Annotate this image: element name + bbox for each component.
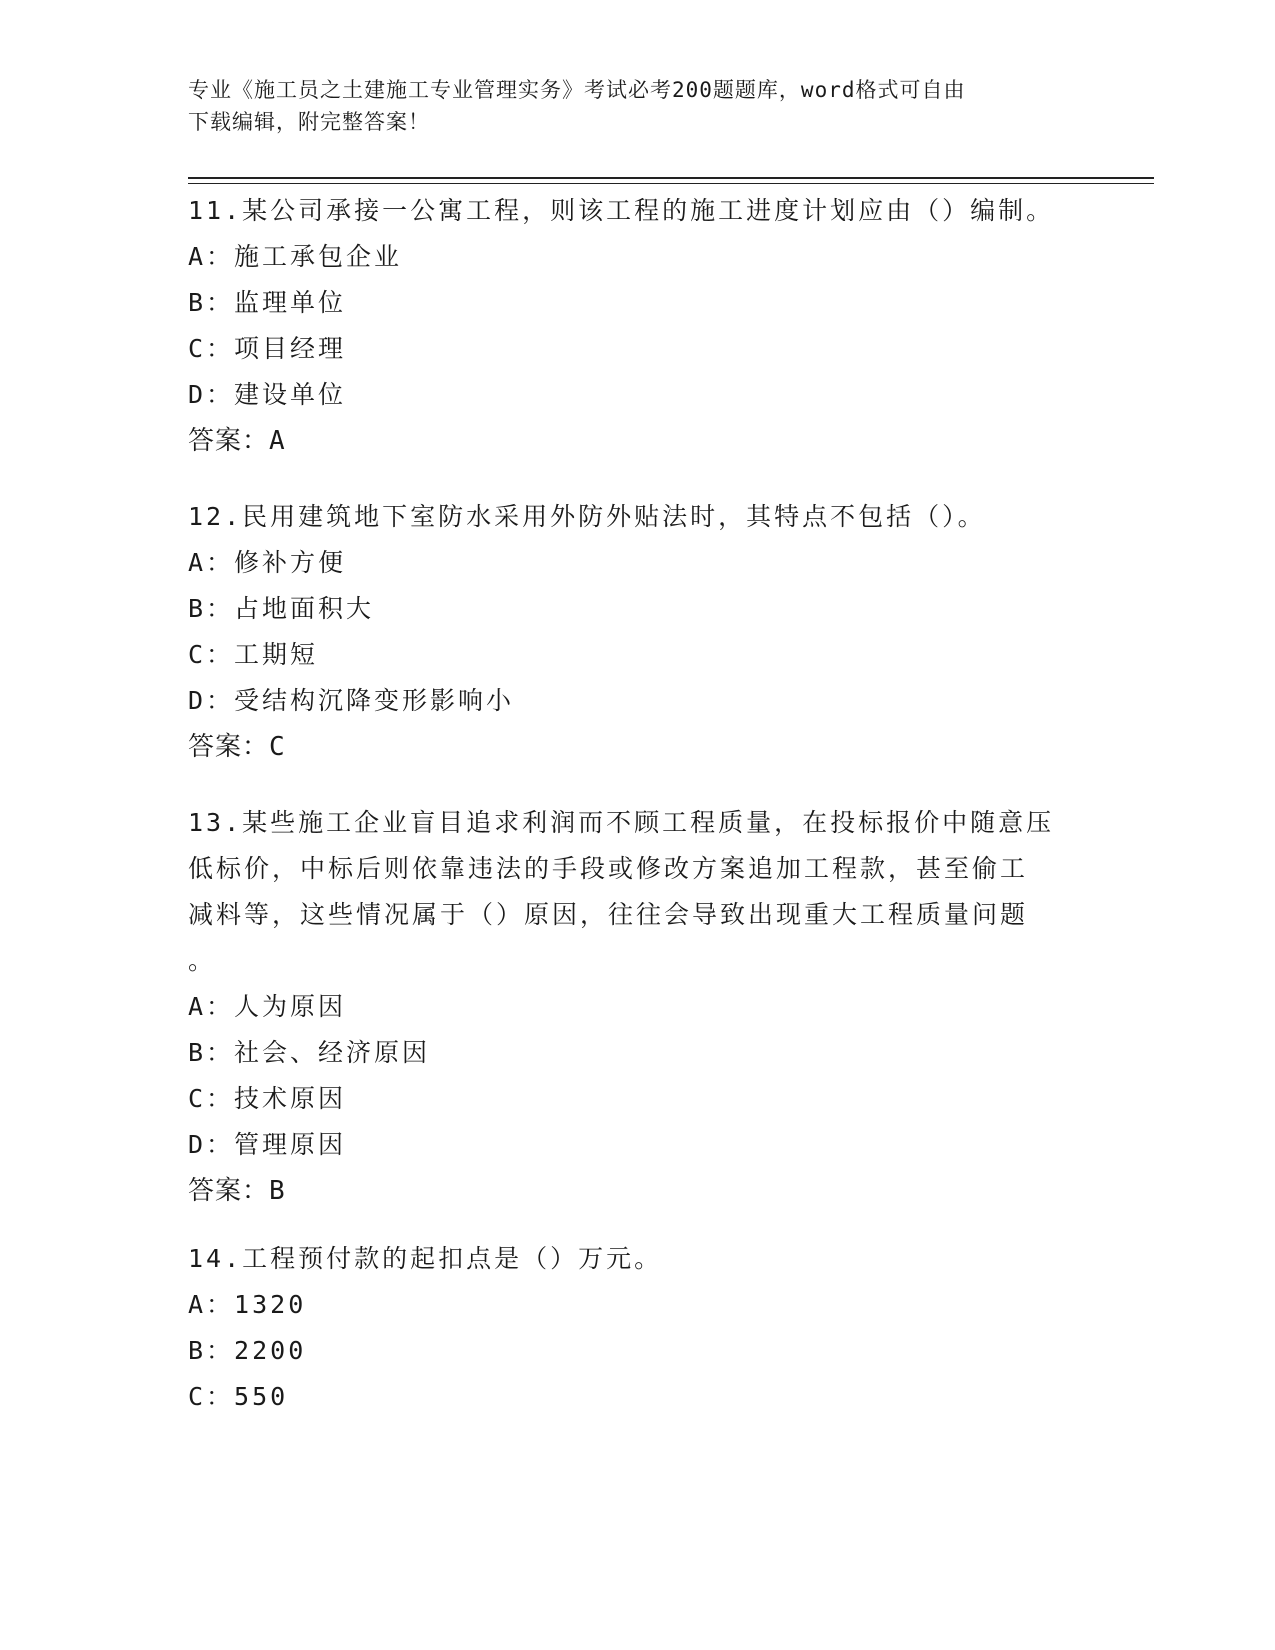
question-11 (188, 188, 1088, 464)
header-rule-bottom (188, 183, 1154, 184)
question-stem: 14.工程预付款的起扣点是（）万元。 (188, 1244, 663, 1273)
question-stem: 12.民用建筑地下室防水采用外防外贴法时，其特点不包括（）。 (188, 502, 986, 531)
option-d: D：管理原因 (188, 1130, 347, 1159)
question-14 (188, 1236, 1088, 1420)
document-header (188, 74, 1088, 138)
answer-label: 答案：A (188, 426, 286, 456)
header-line-1: 专业《施工员之土建施工专业管理实务》考试必考200题题库，word格式可自由 (188, 78, 966, 102)
option-a: A：1320 (188, 1290, 307, 1319)
question-12 (188, 494, 1088, 770)
option-c: C：工期短 (188, 640, 319, 669)
option-a: A：人为原因 (188, 992, 347, 1021)
option-d: D：建设单位 (188, 380, 347, 409)
option-b: B：2200 (188, 1336, 307, 1365)
stem-line-1: 13.某些施工企业盲目追求利润而不顾工程质量，在投标报价中随意压 (188, 808, 1055, 837)
option-c: C：项目经理 (188, 334, 347, 363)
stem-line-2: 低标价，中标后则依靠违法的手段或修改方案追加工程款，甚至偷工 (188, 854, 1029, 883)
stem-line-4: 。 (188, 946, 217, 975)
option-d: D：受结构沉降变形影响小 (188, 686, 515, 715)
option-b: B：社会、经济原因 (188, 1038, 431, 1067)
stem-line-3: 减料等，这些情况属于（）原因，往往会导致出现重大工程质量问题 (188, 900, 1029, 929)
header-line-2: 下载编辑，附完整答案！ (188, 110, 430, 134)
option-a: A：修补方便 (188, 548, 347, 577)
option-b: B：占地面积大 (188, 594, 375, 623)
option-b: B：监理单位 (188, 288, 347, 317)
answer-label: 答案：C (188, 732, 286, 762)
question-stem (188, 800, 1088, 984)
option-c: C：550 (188, 1382, 289, 1411)
option-a: A：施工承包企业 (188, 242, 403, 271)
answer-label: 答案：B (188, 1176, 286, 1206)
question-stem: 11.某公司承接一公寓工程，则该工程的施工进度计划应由（）编制。 (188, 196, 1055, 225)
option-c: C：技术原因 (188, 1084, 347, 1113)
question-13 (188, 800, 1088, 1214)
header-rule-top (188, 177, 1154, 179)
